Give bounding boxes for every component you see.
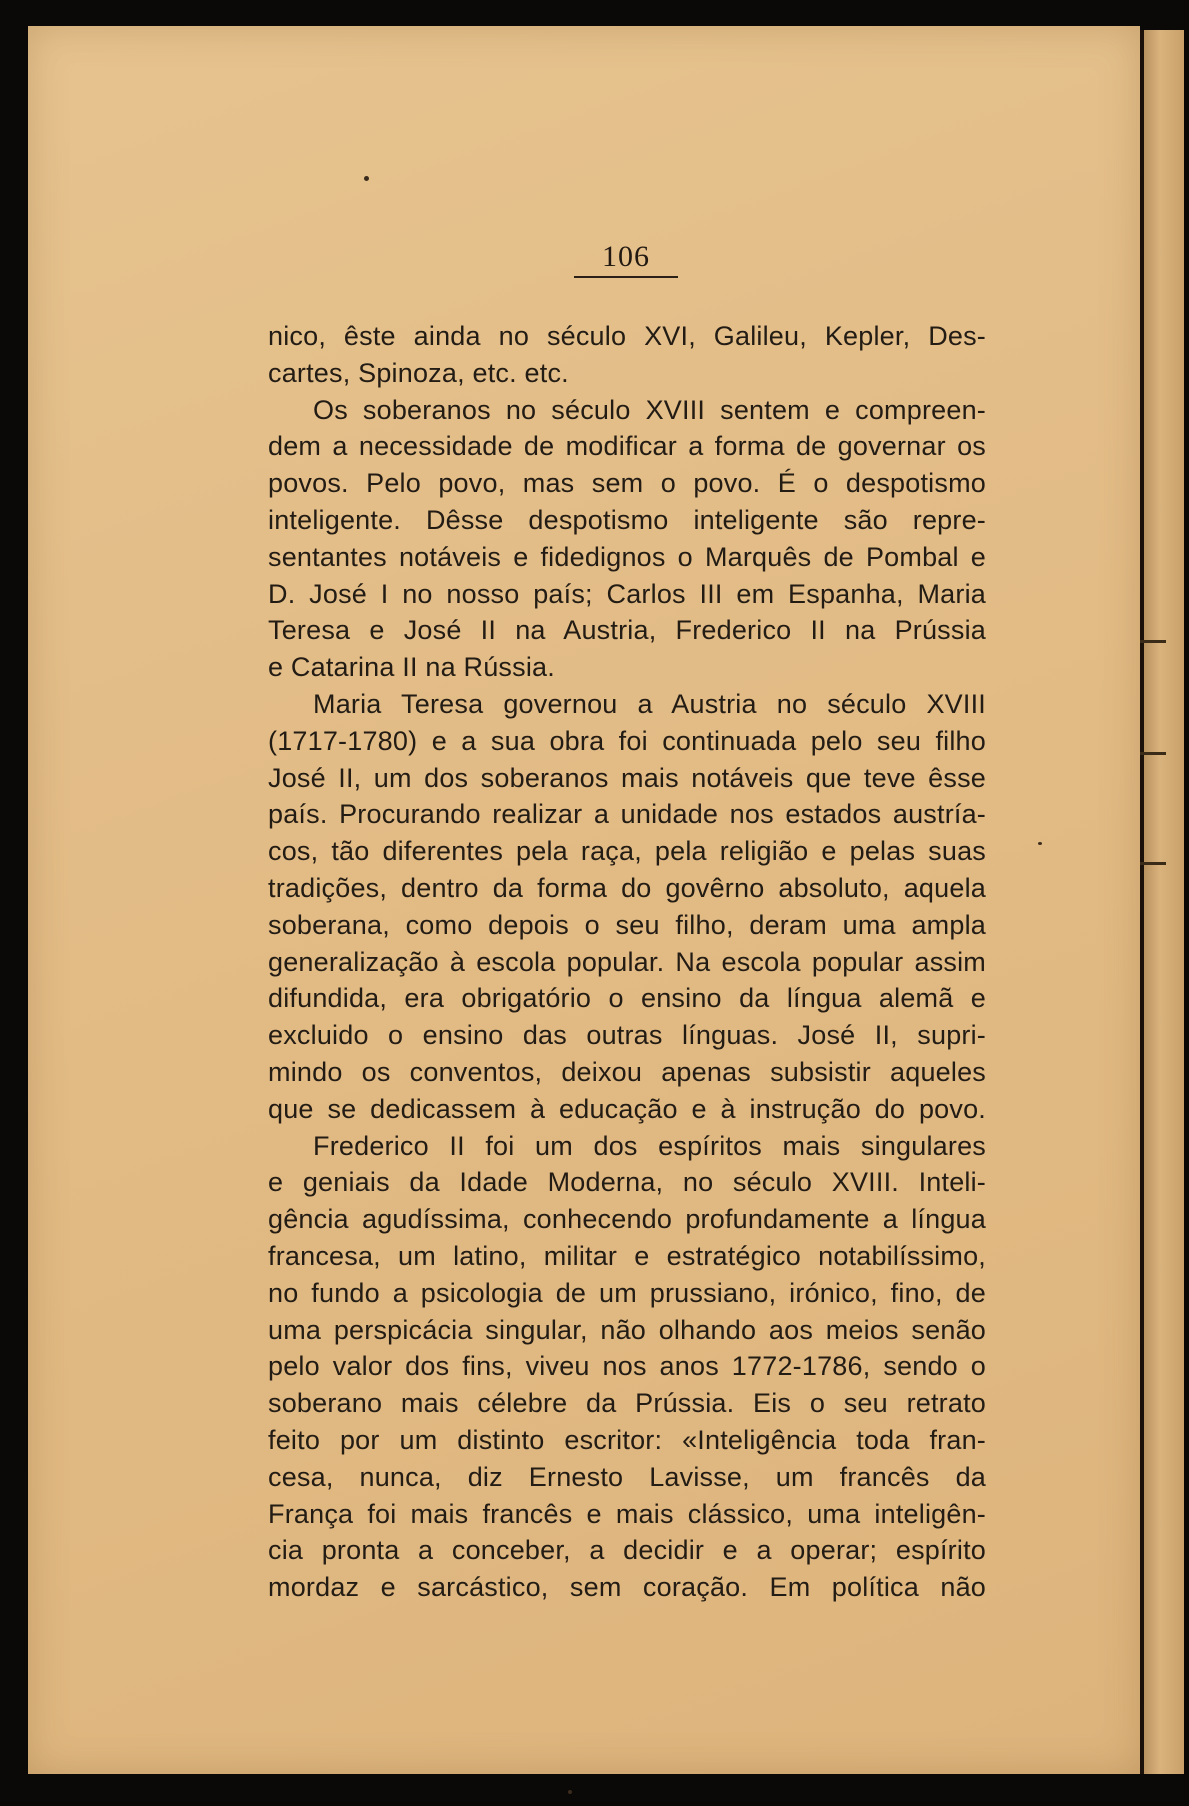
text-line: e geniais da Idade Moderna, no século XVIII. Inteli- [268, 1167, 986, 1198]
text-line: país. Procurando realizar a unidade nos estados austría- [268, 799, 986, 830]
text-line: tradições, dentro da forma do govêrno absoluto, aquela [268, 872, 986, 903]
paper-speck [1038, 842, 1042, 845]
paper-speck [568, 1790, 572, 1794]
text-line: mordaz e sarcástico, sem coração. Em política não [268, 1572, 986, 1603]
text-line: nico, êste ainda no século XVI, Galileu, Kepler, Des- [268, 321, 986, 351]
text-line: dem a necessidade de modificar a forma de governar os [268, 431, 986, 462]
edge-mark [1138, 752, 1166, 755]
text-line: sentantes notáveis e fidedignos o Marquês de Pombal e [268, 541, 986, 572]
text-line: Os soberanos no século XVIII sentem e compreen- [313, 394, 986, 425]
text-line: gência agudíssima, conhecendo profundamente a língua [268, 1204, 986, 1235]
text-line: pelo valor dos fins, viveu nos anos 1772-1786, sendo o [268, 1351, 986, 1382]
text-line: (1717-1780) e a sua obra foi continuada pelo seu filho [268, 725, 986, 756]
text-line: feito por um distinto escritor: «Inteligência toda fran- [268, 1424, 986, 1455]
text-line: francesa, um latino, militar e estratégico notabilíssimo, [268, 1240, 986, 1271]
text-line: povos. Pelo povo, mas sem o povo. É o despotismo [268, 468, 986, 499]
body-text [268, 318, 986, 1606]
paper-speck [364, 176, 369, 181]
text-line: Frederico II foi um dos espíritos mais singulares [313, 1130, 986, 1161]
text-line: cesa, nunca, diz Ernesto Lavisse, um francês da [268, 1461, 986, 1492]
text-line: uma perspicácia singular, não olhando aos meios senão [268, 1314, 986, 1345]
text-line: generalização à escola popular. Na escola popular assim [268, 946, 986, 977]
text-line: que se dedicassem à educação e à instrução do povo. [268, 1093, 986, 1124]
text-line: França foi mais francês e mais clássico, uma inteligên- [268, 1498, 986, 1529]
text-line: mindo os conventos, deixou apenas subsistir aqueles [268, 1056, 986, 1087]
edge-mark [1138, 862, 1166, 865]
edge-mark [1138, 640, 1166, 643]
page-number-rule [574, 276, 678, 278]
text-line: cartes, Spinoza, etc. etc. [268, 357, 569, 388]
adjacent-page-edge [1140, 30, 1184, 1774]
page-number: 106 [602, 240, 650, 273]
text-line: e Catarina II na Rússia. [268, 652, 555, 683]
text-line: cia pronta a conceber, a decidir e a operar; espírito [268, 1535, 986, 1566]
text-line: difundida, era obrigatório o ensino da língua alemã e [268, 983, 986, 1014]
text-line: soberano mais célebre da Prússia. Eis o seu retrato [268, 1388, 986, 1419]
text-line: inteligente. Dêsse despotismo inteligente são repre- [268, 504, 986, 535]
text-line: soberana, como depois o seu filho, deram uma ampla [268, 909, 986, 940]
text-line: José II, um dos soberanos mais notáveis que teve êsse [268, 762, 986, 793]
text-line: D. José I no nosso país; Carlos III em Espanha, Maria [268, 578, 986, 609]
text-line: no fundo a psicologia de um prussiano, irónico, fino, de [268, 1277, 986, 1308]
text-line: Teresa e José II na Austria, Frederico II na Prússia [268, 615, 986, 646]
text-line: cos, tão diferentes pela raça, pela religião e pelas suas [268, 836, 986, 867]
text-line: Maria Teresa governou a Austria no século XVIII [313, 688, 986, 719]
text-line: excluido o ensino das outras línguas. José II, supri- [268, 1020, 986, 1051]
